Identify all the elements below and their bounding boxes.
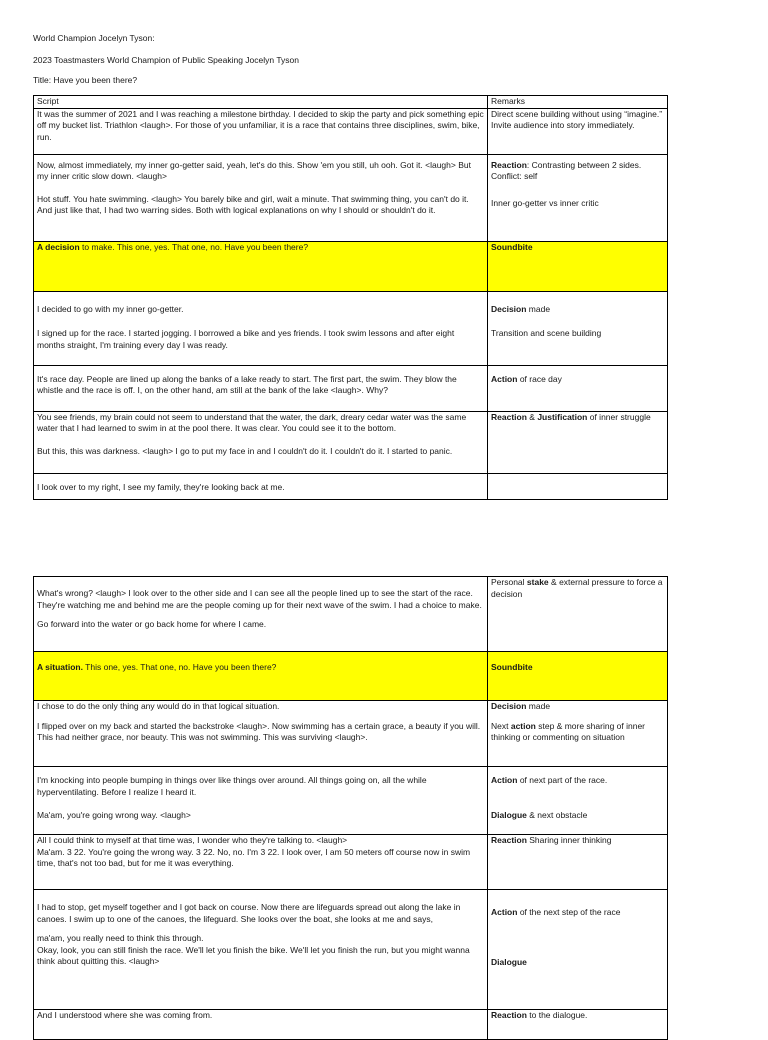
remarks-text: Decision made (491, 701, 551, 711)
table-row (34, 473, 668, 499)
script-cell (34, 241, 488, 291)
remarks-text: Conflict: self (491, 171, 538, 181)
remarks-text: Reaction & Justification of inner struggle (491, 411, 651, 422)
script-text: All I could think to myself at that time was, I wonder who they're talking to. <laugh> (37, 835, 348, 845)
script-cell (34, 652, 488, 701)
remarks-text: Inner go-getter vs inner critic (491, 197, 599, 208)
table-row (34, 890, 668, 1010)
script-cell (34, 108, 488, 154)
remarks-text: Transition and scene building (491, 328, 602, 338)
remarks-text: Action of next part of the race. (491, 775, 608, 785)
remarks-text: Dialogue & next obstacle (491, 809, 588, 820)
remarks-cell (488, 652, 668, 701)
script-cell (34, 767, 488, 835)
script-text: You see friends, my brain could not seem to understand that the water, the dark, dreary cedar water was the same water that I had learned to swim in at the pool there. It was clear. You could see it to the bottom. (37, 411, 467, 433)
remarks-cell (488, 473, 668, 499)
script-cell (34, 473, 488, 499)
remarks-text: Decision made (491, 303, 551, 314)
script-text: I decided to go with my inner go-getter. (37, 303, 184, 314)
soundbite-text: A situation. This one, yes. That one, no. Have you been there? (37, 662, 277, 672)
remarks-text: Reaction: Contrasting between 2 sides. (491, 159, 642, 170)
script-text: Ma'am, you're going wrong way. <laugh> (37, 810, 191, 820)
script-cell (34, 835, 488, 890)
remarks-cell (488, 835, 668, 890)
script-text: I signed up for the race. I started jogging. I borrowed a bike and yes friends. I took swim lessons and after eight months straight, I'm training every day I was ready. (37, 328, 455, 350)
table-row (34, 701, 668, 767)
script-cell (34, 577, 488, 652)
script-text: And I understood where she was coming from. (37, 1010, 213, 1020)
script-text: ma'am, you really need to think this through. (37, 933, 204, 943)
remarks-cell (488, 241, 668, 291)
table-row (34, 154, 668, 241)
script-table-2 (33, 576, 668, 1040)
script-text: Ma'am. 3 22. You're going the wrong way. 3 22. No, no. I'm 3 22. I look over, I am 50 meters off course now in swim time, that's not too bad, but for me it was everything. (37, 846, 471, 868)
table-row (34, 108, 668, 154)
table-row (34, 365, 668, 411)
remarks-cell (488, 767, 668, 835)
script-cell (34, 701, 488, 767)
column-header-remarks: Remarks (488, 96, 668, 109)
table-row (34, 291, 668, 365)
table-row (34, 577, 668, 652)
script-cell (34, 1010, 488, 1040)
remarks-cell (488, 291, 668, 365)
script-cell (34, 890, 488, 1010)
table-row-highlight (34, 241, 668, 291)
remarks-text: Action of race day (491, 373, 562, 384)
remarks-cell (488, 890, 668, 1010)
doc-heading-line2: 2023 Toastmasters World Champion of Public Speaking Jocelyn Tyson (33, 55, 300, 65)
remarks-cell (488, 154, 668, 241)
soundbite-text: A decision to make. This one, yes. That one, no. Have you been there? (37, 241, 309, 252)
script-cell (34, 411, 488, 473)
script-text: It's race day. People are lined up along the banks of a lake ready to start. The first part, the swim. They blow the whistle and the race is off. I, on the other hand, am still at the bank of the lake <laugh>. Why? (37, 373, 457, 395)
script-text: I look over to my right, I see my family, they're looking back at me. (37, 481, 285, 492)
script-text: I chose to do the only thing any would do in that logical situation. (37, 701, 280, 711)
script-text: But this, this was darkness. <laugh> I go to put my face in and I couldn't do it. I couldn't do it. I started to panic. (37, 445, 453, 456)
remarks-cell (488, 1010, 668, 1040)
script-text: It was the summer of 2021 and I was reaching a milestone birthday. I decided to skip the party and pick something epic off my bucket list. Triathlon <laugh>. For those of you unfamiliar, it is a race that contains three disciplines, swim, bike, run. (37, 108, 484, 142)
script-text: What's wrong? <laugh> I look over to the other side and I can see all the people lined up to see the start of the race. They're watching me and behind me are the people coming up for their next wave of the swim. I had a choice to make. (37, 588, 482, 610)
script-cell (34, 365, 488, 411)
remarks-text: Action of the next step of the race (491, 907, 621, 917)
remarks-text: Personal stake & external pressure to force a decision (491, 577, 663, 599)
script-table-1 (33, 95, 668, 500)
doc-title-line: Title: Have you been there? (33, 75, 138, 85)
remarks-cell (488, 365, 668, 411)
remarks-text: Dialogue (491, 956, 527, 967)
doc-heading-line1: World Champion Jocelyn Tyson: (33, 33, 155, 43)
script-text: Go forward into the water or go back home for where I came. (37, 619, 267, 629)
table-row (34, 767, 668, 835)
column-header-script: Script (34, 96, 488, 109)
remarks-text: Soundbite (491, 662, 533, 672)
table-row (34, 411, 668, 473)
script-text: Okay, look, you can still finish the race. We'll let you finish the bike. We'll let you finish the run, but you might wanna think about quitting this. <laugh> (37, 944, 470, 966)
remarks-text: Soundbite (491, 241, 533, 252)
script-text: Now, almost immediately, my inner go-getter said, yeah, let's do this. Show 'em you still, uh ooh. Got it. <laugh> But my inner critic slow down. <laugh> (37, 159, 471, 181)
remarks-text: Reaction Sharing inner thinking (491, 835, 612, 845)
script-text: I flipped over on my back and started the backstroke <laugh>. Now swimming has a certain grace, a beauty if you will. This had neither grace, nor beauty. This was not swimming. This was surviving <laugh>. (37, 720, 481, 742)
remarks-cell (488, 577, 668, 652)
script-cell (34, 291, 488, 365)
script-cell (34, 154, 488, 241)
script-text: I had to stop, get myself together and I got back on course. Now there are lifeguards spread out along the lake in canoes. I swim up to one of the canoes, the lifeguard. She looks over the boat, she looks at me and says, (37, 902, 461, 924)
remarks-text: Reaction to the dialogue. (491, 1010, 588, 1020)
table-row-highlight (34, 652, 668, 701)
remarks-cell (488, 108, 668, 154)
remarks-cell (488, 701, 668, 767)
table-row (34, 1010, 668, 1040)
table-row (34, 835, 668, 890)
table-header-row (34, 96, 668, 109)
remarks-cell (488, 411, 668, 473)
remarks-text: Direct scene building without using “imagine.” Invite audience into story immediately. (491, 108, 663, 130)
script-text: I'm knocking into people bumping in things over like things over around. All things going on, all the while hyperventilating. Before I realize I heard it. (37, 775, 427, 797)
remarks-text: Next action step & more sharing of inner thinking or commenting on situation (491, 720, 646, 742)
script-text: Hot stuff. You hate swimming. <laugh> You barely bike and girl, wait a minute. That swimming thing, you can't do it. And just like that, I had two warring sides. Both with logical explanations on why I should or shouldn't do it. (37, 193, 469, 215)
